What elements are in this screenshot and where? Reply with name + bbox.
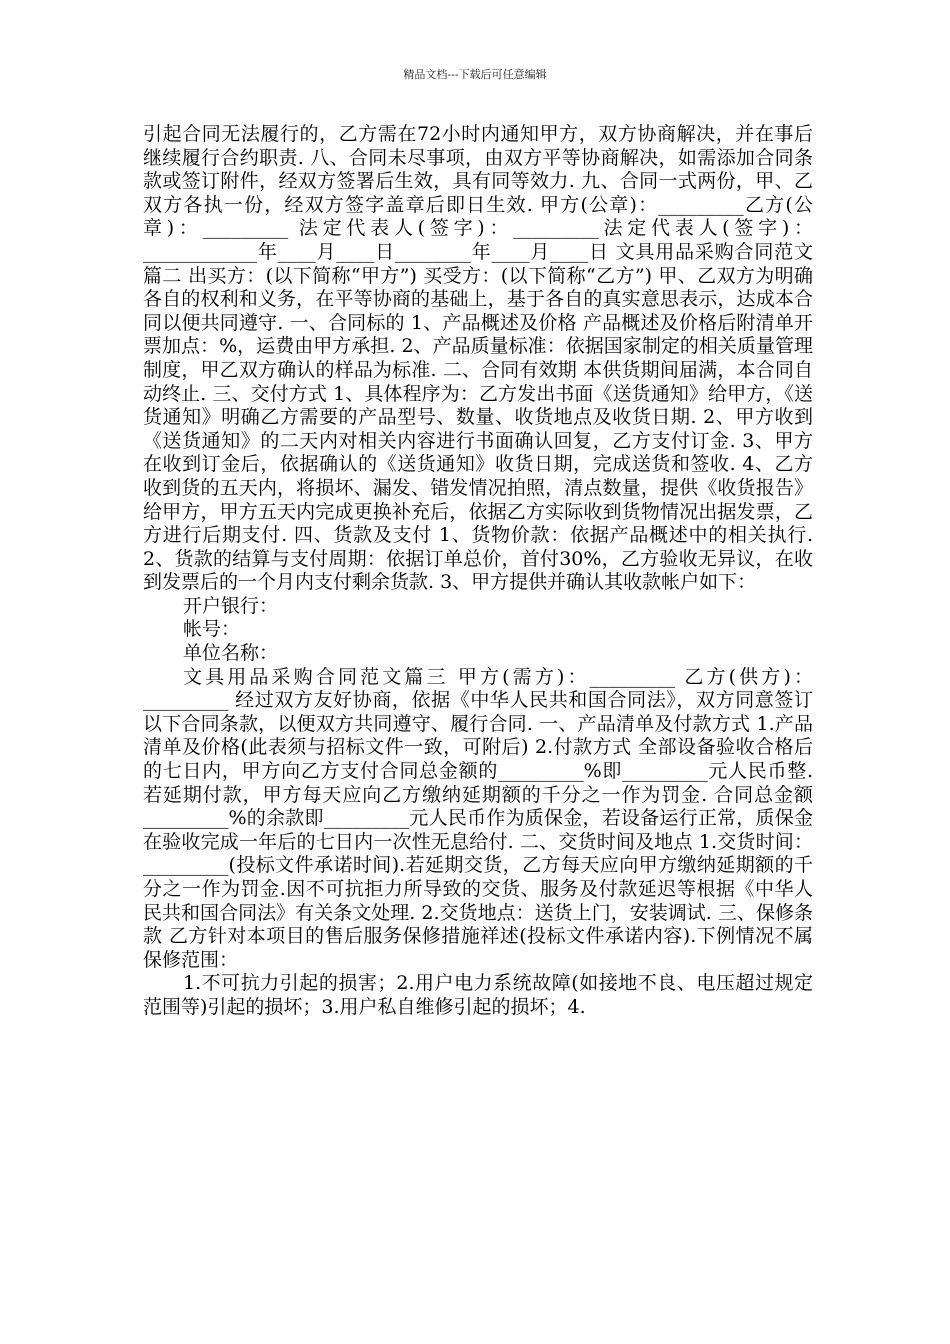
page-header: 精品文档---下载后可任意编辑 bbox=[403, 68, 547, 81]
paragraph-contract-text: 引起合同无法履行的，乙方需在72小时内通知甲方，双方协商解决，并在事后继续履行合约职责. 八、合同未尽事项，由双方平等协商解决，如需添加合同条款或签订附件，经双方签署后生效，具有同等效力. 九、合同一式两份，甲、乙双方各执一份，经双方签字盖章后即日生效. 甲方(公章)：_________乙方(公章)：_________ 法定代表人(签字)：_________法定代表人(签字)：____________年____月____日________年____月____日 文具用品采购合同范文篇二 出买方：(以下简称“甲方”) 买受方：(以下简称“乙方”) 甲、乙双方为明确各自的权利和义务，在平等协商的基础上，基于各自的真实意思表示，达成本合同以便共同遵守. 一、合同标的 1、产品概述及价格 产品概述及价格后附清单开票加点：%，运费由甲方承担. 2、产品质量标准：依据国家制定的相关质量管理制度，甲乙双方确认的样品为标准. 二、合同有效期 本供货期间届满，本合同自动终止. 三、交付方式 1、具体程序为：乙方发出书面《送货通知》给甲方，《送货通知》明确乙方需要的产品型号、数量、收货地点及收货日期. 2、甲方收到《送货通知》的二天内对相关内容进行书面确认回复，乙方支付订金. 3、甲方在收到订金后，依据确认的《送货通知》收货日期，完成送货和签收. 4、乙方收到货的五天内，将损坏、漏发、错发情况拍照，清点数量，提供《收货报告》给甲方，甲方五天内完成更换补充后，依据乙方实际收到货物情况出据发票，乙方进行后期支付. 四、货款及支付 1、货物价款：依据产品概述中的相关执行. 2、货款的结算与支付周期：依据订单总价，首付30%，乙方验收无异议，在收到发票后的一个月内支付剩余货款. 3、甲方提供并确认其收款帐户如下： bbox=[143, 123, 820, 594]
paragraph-bank-name: 开户银行： bbox=[183, 594, 279, 617]
paragraph-account-number: 帐号： bbox=[183, 618, 241, 641]
paragraph-contract-three: 文具用品采购合同范文篇三 甲方(需方)：_________ 乙方(供方)：_________ 经过双方友好协商，依据《中华人民共和国合同法》，双方同意签订以下合同条款，以便双方共同遵守、履行合同. 一、产品清单及付款方式 1.产品清单及价格(此表须与招标文件一致，可附后) 2.付款方式 全部设备验收合格后的七日内，甲方向乙方支付合同总金额的_________%即_________元人民币整.若延期付款，甲方每天应向乙方缴纳延期额的千分之一作为罚金. 合同总金额_________%的余款即_________元人民币作为质保金，若设备运行正常，质保金在验收完成一年后的七日内一次性无息给付. 二、交货时间及地点 1.交货时间：_________(投标文件承诺时间).若延期交货，乙方每天应向甲方缴纳延期额的千分之一作为罚金.因不可抗拒力所导致的交货、服务及付款延迟等根据《中华人民共和国合同法》有关条文处理. 2.交货地点：送货上门，安装调试. 三、保修条款 乙方针对本项目的售后服务保修措施祥述(投标文件承诺内容).下例情况不属保修范围： bbox=[143, 665, 813, 971]
paragraph-company-name: 单位名称： bbox=[183, 642, 279, 665]
paragraph-exclusions: 1.不可抗力引起的损害；2.用户电力系统故障(如接地不良、电压超过规定范围等)引起的损坏；3.用户私自维修引起的损坏；4. bbox=[143, 972, 813, 1018]
document-body bbox=[143, 123, 820, 1020]
